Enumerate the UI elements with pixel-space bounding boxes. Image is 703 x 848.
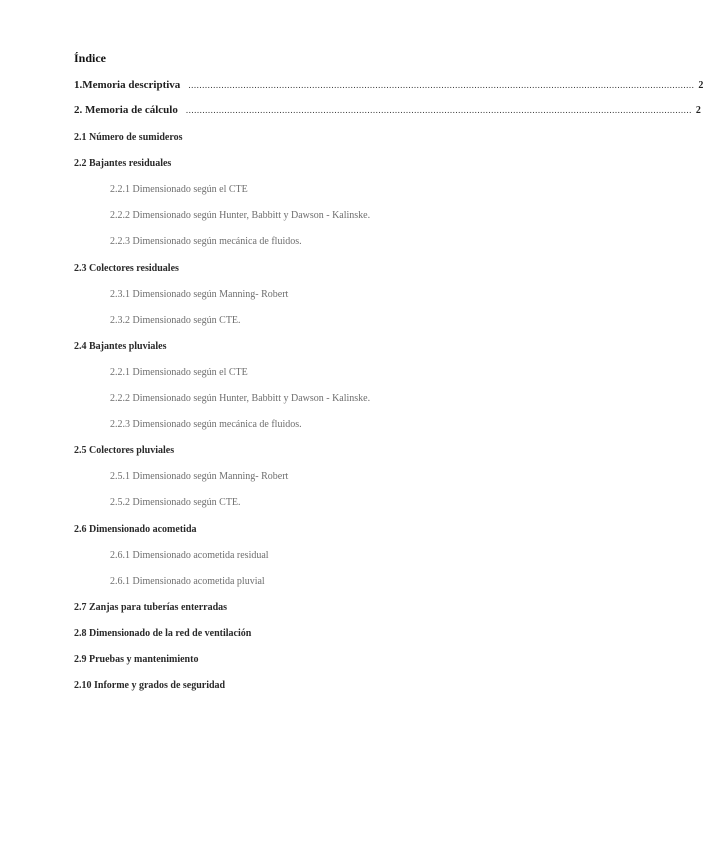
toc-main-entry-2[interactable] (74, 104, 701, 118)
toc-subsection-entry[interactable]: 2.2.3 Dimensionado según mecánica de fluidos. (110, 236, 302, 247)
toc-page-number: 2 (695, 105, 701, 116)
toc-subsection-entry[interactable]: 2.2.3 Dimensionado según mecánica de fluidos. (110, 419, 302, 430)
toc-section-entry[interactable]: 2.1 Número de sumideros (74, 132, 183, 143)
toc-subsection-entry[interactable]: 2.2.2 Dimensionado según Hunter, Babbitt y Dawson - Kalinske. (110, 393, 371, 404)
toc-section-entry[interactable]: 2.2 Bajantes residuales (74, 158, 172, 169)
toc-subsection-entry[interactable]: 2.6.1 Dimensionado acometida pluvial (110, 576, 265, 587)
toc-section-entry[interactable]: 2.9 Pruebas y mantenimiento (74, 654, 199, 665)
toc-title: Índice (74, 51, 107, 65)
toc-subsection-entry[interactable]: 2.5.1 Dimensionado según Manning- Robert (110, 471, 289, 482)
toc-section-entry[interactable]: 2.6 Dimensionado acometida (74, 524, 197, 535)
toc-leader-dots: ........................................................................................................................................................................................ (188, 80, 695, 90)
toc-section-entry[interactable]: 2.10 Informe y grados de seguridad (74, 680, 226, 691)
toc-subsection-entry[interactable]: 2.3.1 Dimensionado según Manning- Robert (110, 289, 289, 300)
toc-leader-dots: ........................................................................................................................................................................................ (185, 105, 692, 115)
toc-main-entry-1[interactable] (74, 79, 703, 93)
toc-section-entry[interactable]: 2.7 Zanjas para tuberías enterradas (74, 602, 228, 613)
toc-subsection-entry[interactable]: 2.6.1 Dimensionado acometida residual (110, 550, 269, 561)
toc-subsection-entry[interactable]: 2.2.1 Dimensionado según el CTE (110, 367, 248, 378)
toc-section-entry[interactable]: 2.4 Bajantes pluviales (74, 341, 167, 352)
toc-subsection-entry[interactable]: 2.3.2 Dimensionado según CTE. (110, 315, 241, 326)
toc-main-label: 2. Memoria de cálculo (74, 104, 178, 116)
toc-section-entry[interactable]: 2.3 Colectores residuales (74, 263, 179, 274)
toc-page-number: 2 (698, 80, 703, 91)
toc-subsection-entry[interactable]: 2.5.2 Dimensionado según CTE. (110, 497, 241, 508)
toc-subsection-entry[interactable]: 2.2.1 Dimensionado según el CTE (110, 184, 248, 195)
toc-section-entry[interactable]: 2.8 Dimensionado de la red de ventilación (74, 628, 252, 639)
toc-section-entry[interactable]: 2.5 Colectores pluviales (74, 445, 175, 456)
toc-subsection-entry[interactable]: 2.2.2 Dimensionado según Hunter, Babbitt y Dawson - Kalinske. (110, 210, 371, 221)
toc-main-label: 1.Memoria descriptiva (74, 79, 181, 91)
